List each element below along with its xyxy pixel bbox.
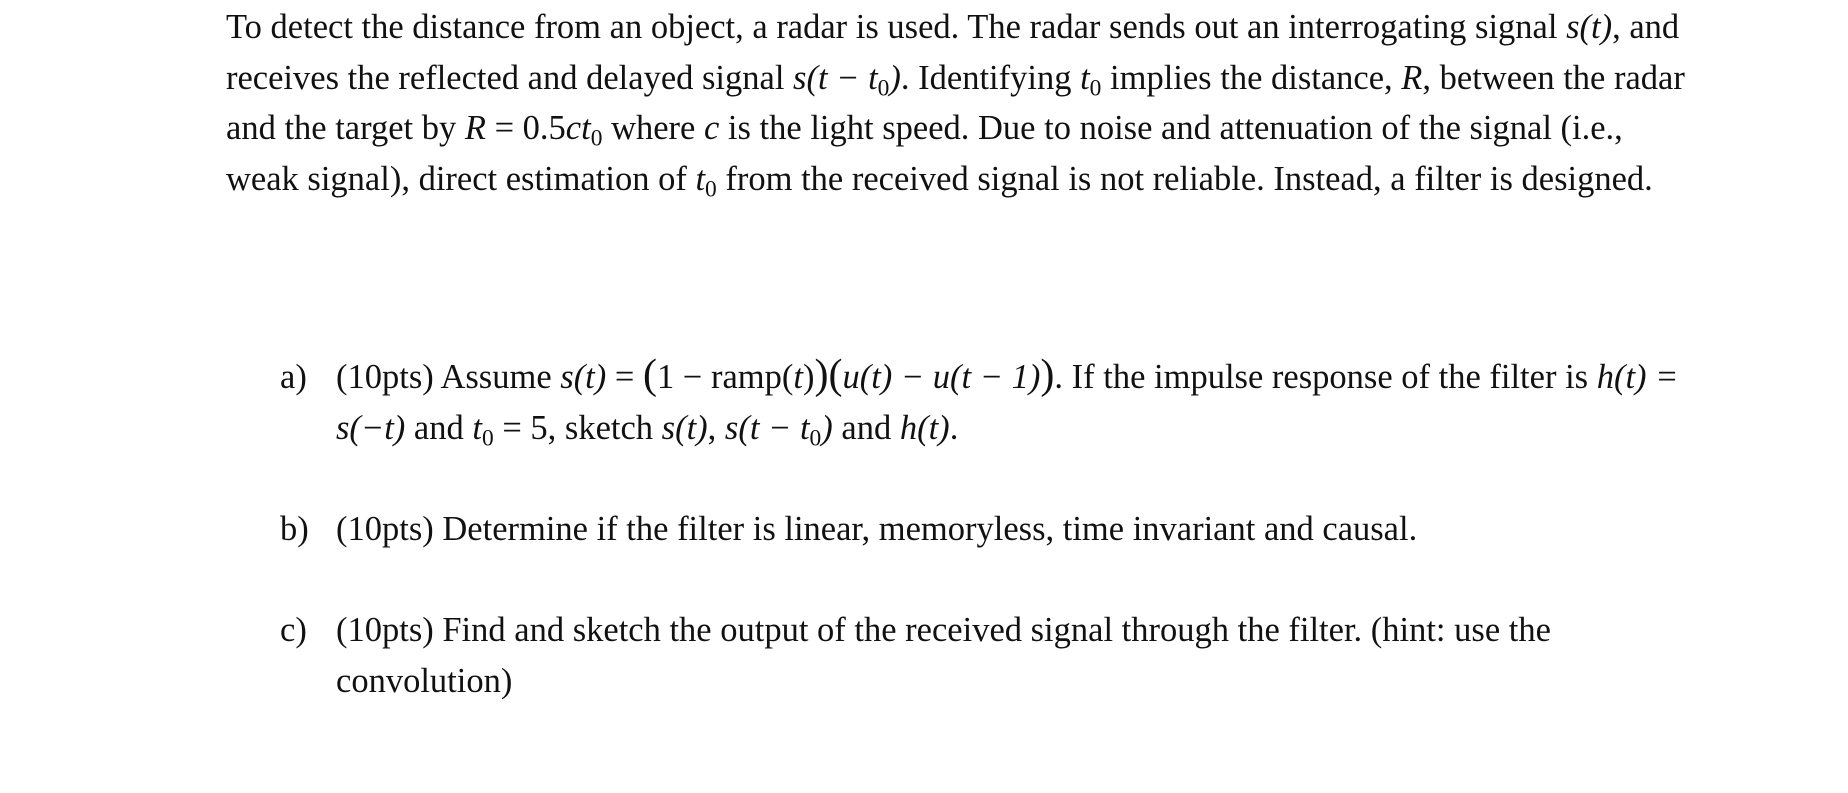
math-s-t: s(t) [1566,8,1613,46]
math-impulse-response: h(t) = s(−t) [336,358,1679,447]
question-marker: b) [280,510,309,548]
math-s-t: s(t) [661,409,708,447]
question-item-c [280,605,1680,707]
question-marker: c) [280,611,307,649]
question-item-b [280,504,1680,555]
math-h-t: h(t) [899,409,950,447]
intro-text: where [602,109,704,147]
math-delayed-signal: $s(t - t_0)$ [793,58,901,102]
math-signal-definition: (1 − ramp(t))(u(t) − u(t − 1)) [642,351,1055,398]
question-text: Find and sketch the output of the received signal through the filter. (hint: use the convolution) [336,611,1551,700]
intro-text: . Identifying [900,58,1081,97]
math-t0-value: $t_0 = 5$ [472,409,548,452]
question-points: (10pts) [336,510,434,548]
question-text: Determine if the filter is linear, memoryless, time invariant and causal. [433,510,1418,548]
intro-paragraph [226,0,1686,204]
math-delayed-signal: $s(t - t_0)$ [724,409,833,452]
math-t0: $t_0$ [695,159,717,203]
question-points: (10pts) [336,358,434,396]
intro-text: from the received signal is not reliable. Instead, a filter is designed. [716,159,1653,198]
math-distance-formula: $R = 0.5ct_0$ [464,109,603,152]
intro-text: implies the distance, [1101,58,1402,97]
math-r: R [1401,58,1423,97]
intro-text: is the light speed. Due to noise and attenuation of the signal (i.e., weak signal), direct estimation of [226,109,1623,198]
question-points: (10pts) [336,611,434,649]
math-c: c [703,109,720,147]
intro-text: , and receives the reflected and delayed signal [226,8,1680,97]
question-marker: a) [280,358,307,396]
intro-text: To detect the distance from an object, a radar is used. The radar sends out an interrogating signal [226,8,1567,46]
document-page [226,0,1686,700]
math-s-t: s(t) [560,358,607,396]
intro-text: , between the radar and the target by [226,58,1685,147]
question-item-a: a) (10pts) Assume s(t) = (1 − ramp(t))(u(t) − u(t − 1)). If the impulse response of the filter is h(t) = s(−t) and $t_0 = 5$, sketch s(t), $s(t - t_0)$ and h(t). [280,351,1679,452]
math-t0: $t_0$ [1080,58,1102,102]
question-list [280,352,1680,707]
